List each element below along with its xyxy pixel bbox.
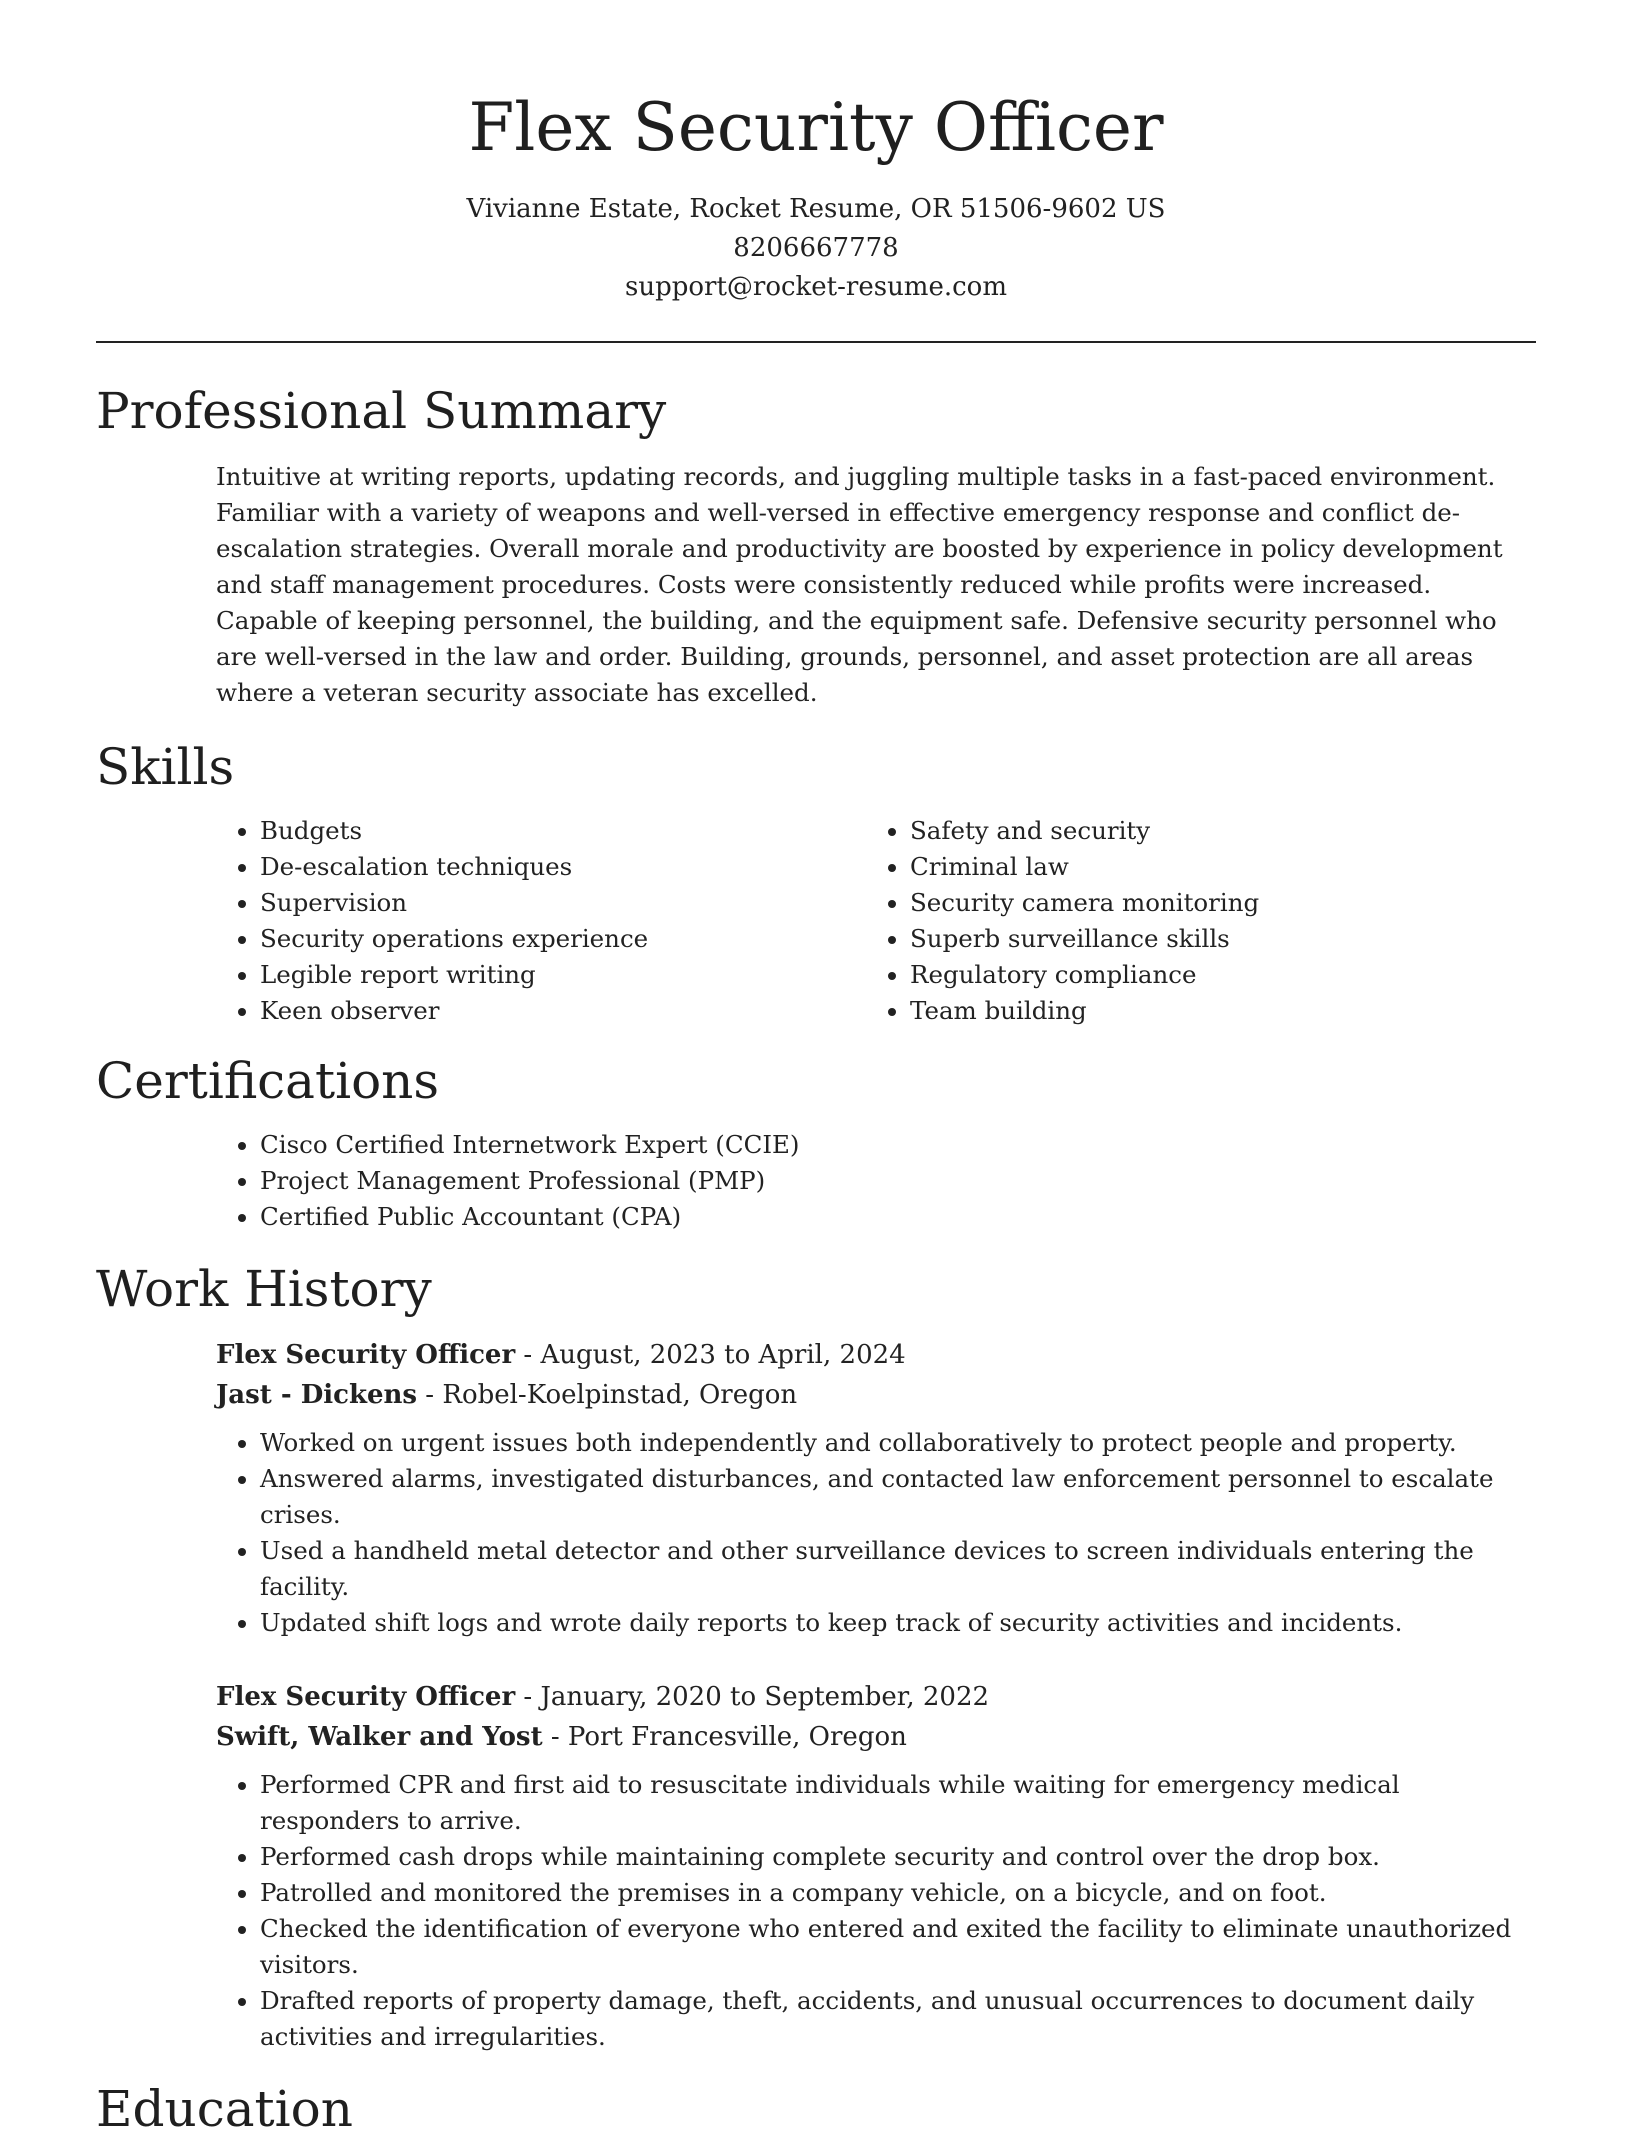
job-dates: - January, 2020 to September, 2022	[515, 1682, 990, 1712]
resume-page	[96, 0, 1536, 2139]
certification-item: • Certified Public Accountant (CPA)	[260, 1199, 1536, 1235]
certifications-list	[216, 1127, 1536, 1235]
contact-block	[96, 190, 1536, 307]
job-location: - Port Francesville, Oregon	[542, 1722, 907, 1752]
skills-list	[216, 813, 1536, 1029]
skill-item: • De-escalation techniques	[260, 849, 866, 885]
job-entry	[216, 1335, 1536, 1641]
skill-item: • Keen observer	[260, 993, 866, 1029]
skill-item: • Superb surveillance skills	[910, 921, 1510, 957]
contact-email: support@rocket-resume.com	[624, 272, 1007, 302]
job-bullet: • Performed CPR and first aid to resuscitate individuals while waiting for emergency medical responders to arrive.	[260, 1767, 1536, 1839]
job-title-line	[216, 1335, 1536, 1375]
certifications-heading: Certifications	[96, 1052, 440, 1110]
job-bullet: • Patrolled and monitored the premises in a company vehicle, on a bicycle, and on foot.	[260, 1875, 1536, 1911]
contact-phone: 8206667778	[733, 233, 899, 263]
job-title-line	[216, 1677, 1536, 1717]
job-role: Flex Security Officer	[216, 1340, 516, 1370]
certification-item: • Project Management Professional (PMP)	[260, 1163, 1536, 1199]
job-bullets	[216, 1425, 1536, 1641]
job-bullet: • Drafted reports of property damage, theft, accidents, and unusual occurrences to document daily activities and irregularities.	[260, 1983, 1536, 2055]
header-divider	[96, 341, 1536, 343]
job-bullet: • Checked the identification of everyone who entered and exited the facility to eliminate unauthorized visitors.	[260, 1911, 1536, 1983]
job-company: Jast - Dickens	[216, 1380, 418, 1410]
job-bullet: • Used a handheld metal detector and other surveillance devices to screen individuals entering the facility.	[260, 1533, 1536, 1605]
certification-item: • Cisco Certified Internetwork Expert (CCIE)	[260, 1127, 1536, 1163]
job-location: - Robel-Koelpinstad, Oregon	[417, 1380, 798, 1410]
job-bullet: • Worked on urgent issues both independently and collaboratively to protect people and property.	[260, 1425, 1536, 1461]
skill-item: • Supervision	[260, 885, 866, 921]
skill-item: • Budgets	[260, 813, 866, 849]
work-history-heading: Work History	[96, 1260, 432, 1318]
job-company: Swift, Walker and Yost	[216, 1722, 543, 1752]
skill-item: • Legible report writing	[260, 957, 866, 993]
summary-heading: Professional Summary	[96, 382, 667, 440]
job-company-line	[216, 1717, 1536, 1757]
summary-text: Intuitive at writing reports, updating records, and juggling multiple tasks in a fast-paced environment. Familiar with a variety of weapons and well-versed in effective emergency response and conflict de-escalation strategies. Overall morale and productivity are boosted by experience in policy development and staff management procedures. Costs were consistently reduced while profits were increased. Capable of keeping personnel, the building, and the equipment safe. Defensive security personnel who are well-versed in the law and order. Building, grounds, personnel, and asset protection are all areas where a veteran security associate has excelled.	[216, 462, 1503, 707]
skill-item: • Criminal law	[910, 849, 1510, 885]
job-dates: - August, 2023 to April, 2024	[515, 1340, 906, 1370]
skills-column-left	[216, 813, 866, 1029]
job-bullet: • Answered alarms, investigated disturbances, and contacted law enforcement personnel to escalate crises.	[260, 1461, 1536, 1533]
job-bullet: • Updated shift logs and wrote daily reports to keep track of security activities and incidents.	[260, 1605, 1536, 1641]
job-bullets	[216, 1767, 1536, 2055]
skill-item: • Safety and security	[910, 813, 1510, 849]
job-bullet: • Performed cash drops while maintaining complete security and control over the drop box.	[260, 1839, 1536, 1875]
contact-address: Vivianne Estate, Rocket Resume, OR 51506-9602 US	[466, 194, 1166, 224]
skills-column-right	[866, 813, 1510, 1029]
skill-item: • Regulatory compliance	[910, 957, 1510, 993]
education-heading: Education	[96, 2080, 353, 2138]
skill-item: • Team building	[910, 993, 1510, 1029]
resume-name: Flex Security Officer	[468, 89, 1164, 166]
skill-item: • Security camera monitoring	[910, 885, 1510, 921]
job-role: Flex Security Officer	[216, 1682, 516, 1712]
job-company-line	[216, 1375, 1536, 1415]
skill-item: • Security operations experience	[260, 921, 866, 957]
skills-heading: Skills	[96, 738, 235, 796]
job-entry	[216, 1677, 1536, 2055]
